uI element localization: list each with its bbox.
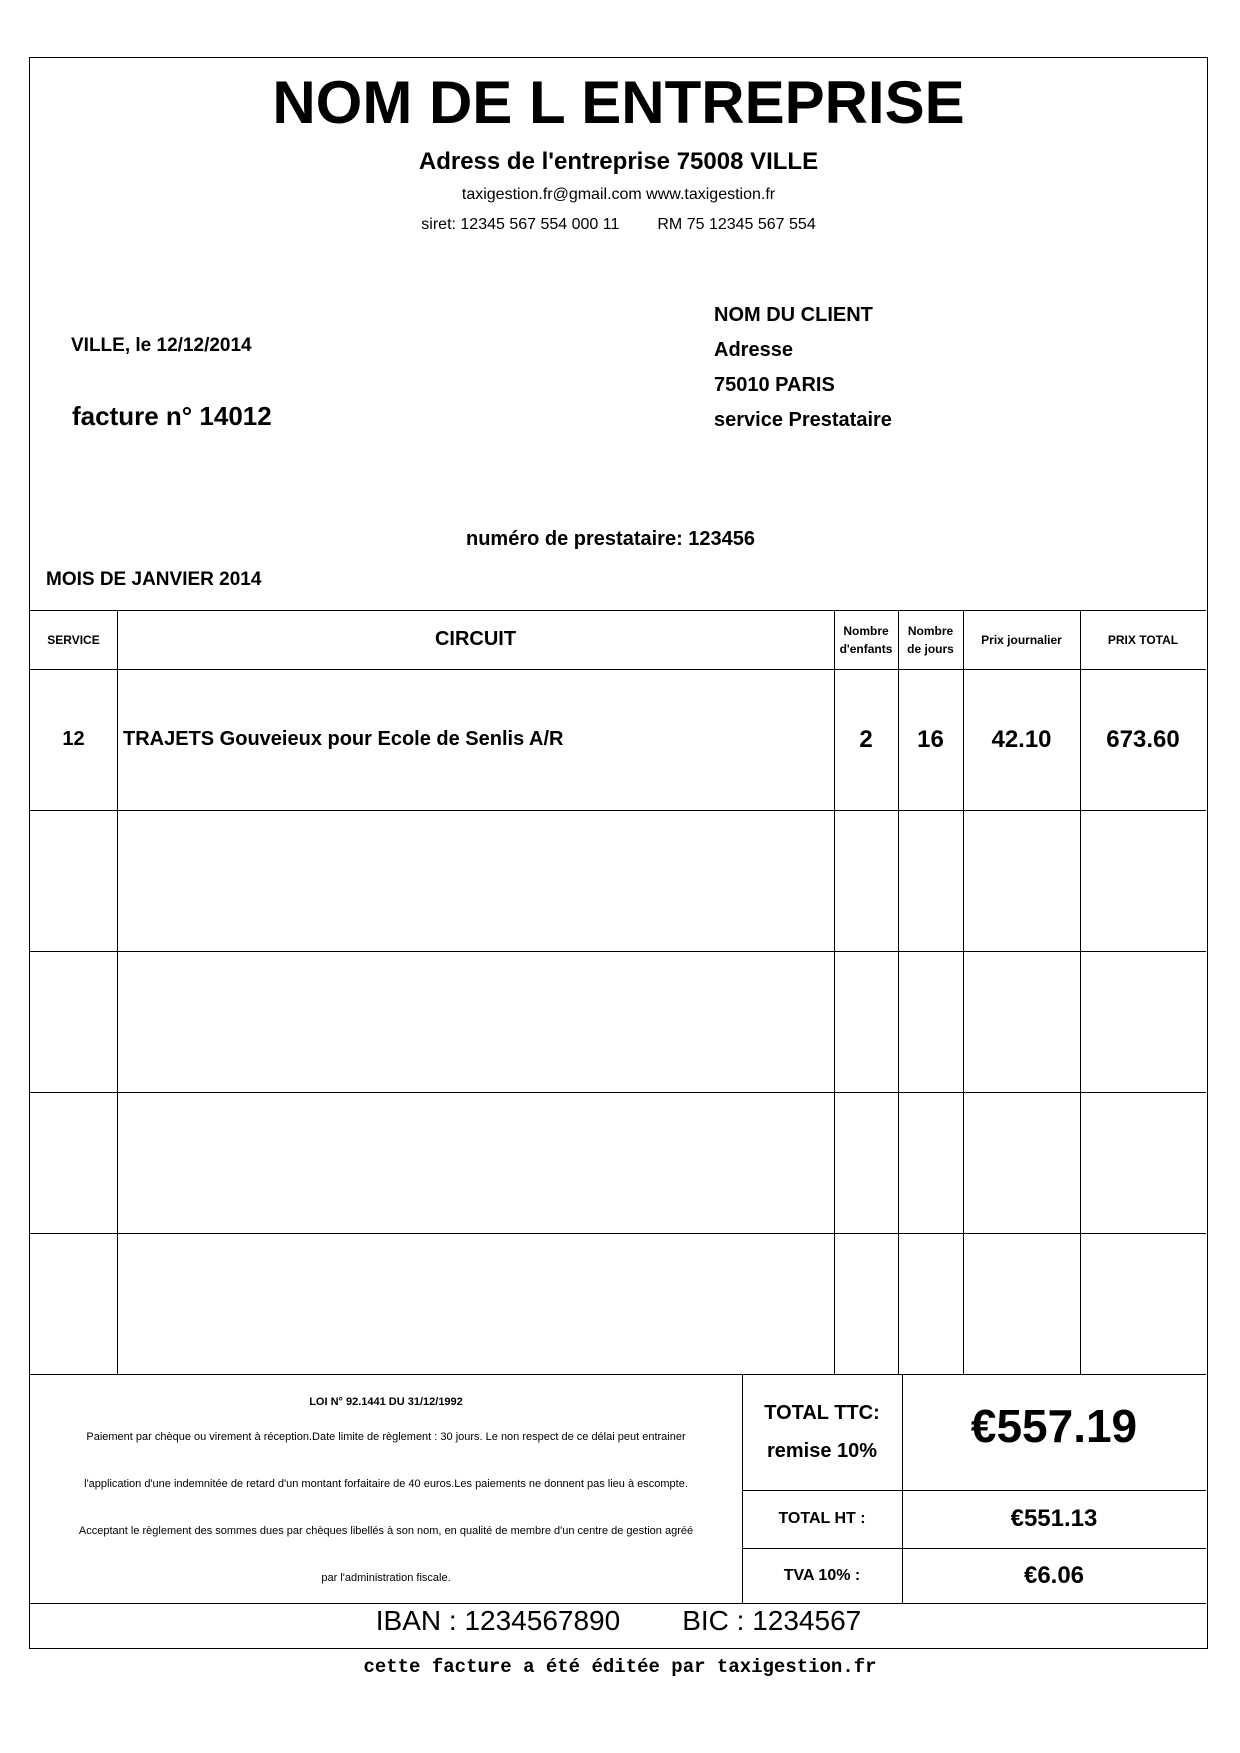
total-ht-value: €551.13 [1010,1505,1098,1532]
bank-details [30,1605,1207,1637]
client-service: service Prestataire [714,409,892,431]
header-days-line1: Nombre [907,623,954,638]
header-children [834,610,898,669]
company-ids [30,216,1207,234]
company-name: NOM DE L ENTREPRISE [272,69,965,136]
tva-label: TVA 10% : [783,1566,861,1584]
footer-note: cette facture a été éditée par taxigestion.fr [363,1656,877,1678]
legal-notice [30,1383,742,1603]
client-block [714,298,892,438]
row-service: 12 [62,728,85,750]
header-days-line2: de jours [907,641,954,656]
client-name: NOM DU CLIENT [714,304,873,326]
row-total-price: 673.60 [1106,725,1180,753]
company-contact: taxigestion.fr@gmail.com www.taxigestion.fr [461,186,776,203]
client-city: 75010 PARIS [714,374,835,396]
client-address: Adresse [714,339,793,361]
tva-value: €6.06 [1023,1561,1085,1589]
total-ttc-value: €557.19 [970,1400,1138,1452]
legal-line: par l'administration fiscale. [321,1572,451,1584]
total-ttc-label: TOTAL TTC: [764,1402,880,1424]
header-service: SERVICE [47,632,100,647]
legal-line: Acceptant le règlement des sommes dues par chèques libellés à son nom, en qualité de membre d'un centre de gestion agréé [78,1525,694,1537]
header-daily-price: Prix journalier [981,632,1062,647]
provider-number: numéro de prestataire: 123456 [466,528,756,550]
row-daily-price: 42.10 [991,725,1052,753]
legal-line: l'application d'une indemnitée de retard d'un montant forfaitaire de 40 euros.Les paiements ne donnent pas lieu à escompte. [84,1478,688,1490]
row-circuit: TRAJETS Gouveieux pour Ecole de Senlis A/R [123,728,564,750]
legal-line: Paiement par chèque ou virement à réception.Date limite de règlement : 30 jours. Le non respect de ce délai peut entrainer [86,1431,686,1443]
row-rule [30,810,1206,811]
row-rule [30,1092,1206,1093]
billing-period: MOIS DE JANVIER 2014 [46,569,262,590]
row-children: 2 [859,725,873,753]
place-date: VILLE, le 12/12/2014 [71,335,252,356]
total-ttc-label-cell [742,1374,902,1490]
invoice-sheet [29,57,1208,1649]
company-siret: siret: 12345 567 554 000 11 [421,216,620,233]
header-children-line1: Nombre [843,623,889,638]
discount-label: remise 10% [766,1440,878,1462]
legal-title: LOI N° 92.1441 DU 31/12/1992 [309,1396,463,1408]
row-rule [30,951,1206,952]
invoice-number: facture n° 14012 [72,401,272,431]
row-rule [30,1233,1206,1234]
header-total-price: PRIX TOTAL [1107,632,1179,647]
header-children-line2: d'enfants [839,641,893,656]
company-address: Adress de l'entreprise 75008 VILLE [418,148,819,175]
company-rm: RM 75 12345 567 554 [657,216,816,233]
bic: BIC : 1234567 [682,1605,862,1636]
header-circuit: CIRCUIT [434,628,517,650]
bank-rule [30,1603,1206,1604]
total-ht-label: TOTAL HT : [778,1510,866,1527]
header-days [898,610,963,669]
iban: IBAN : 1234567890 [375,1605,621,1636]
row-days: 16 [917,725,944,753]
